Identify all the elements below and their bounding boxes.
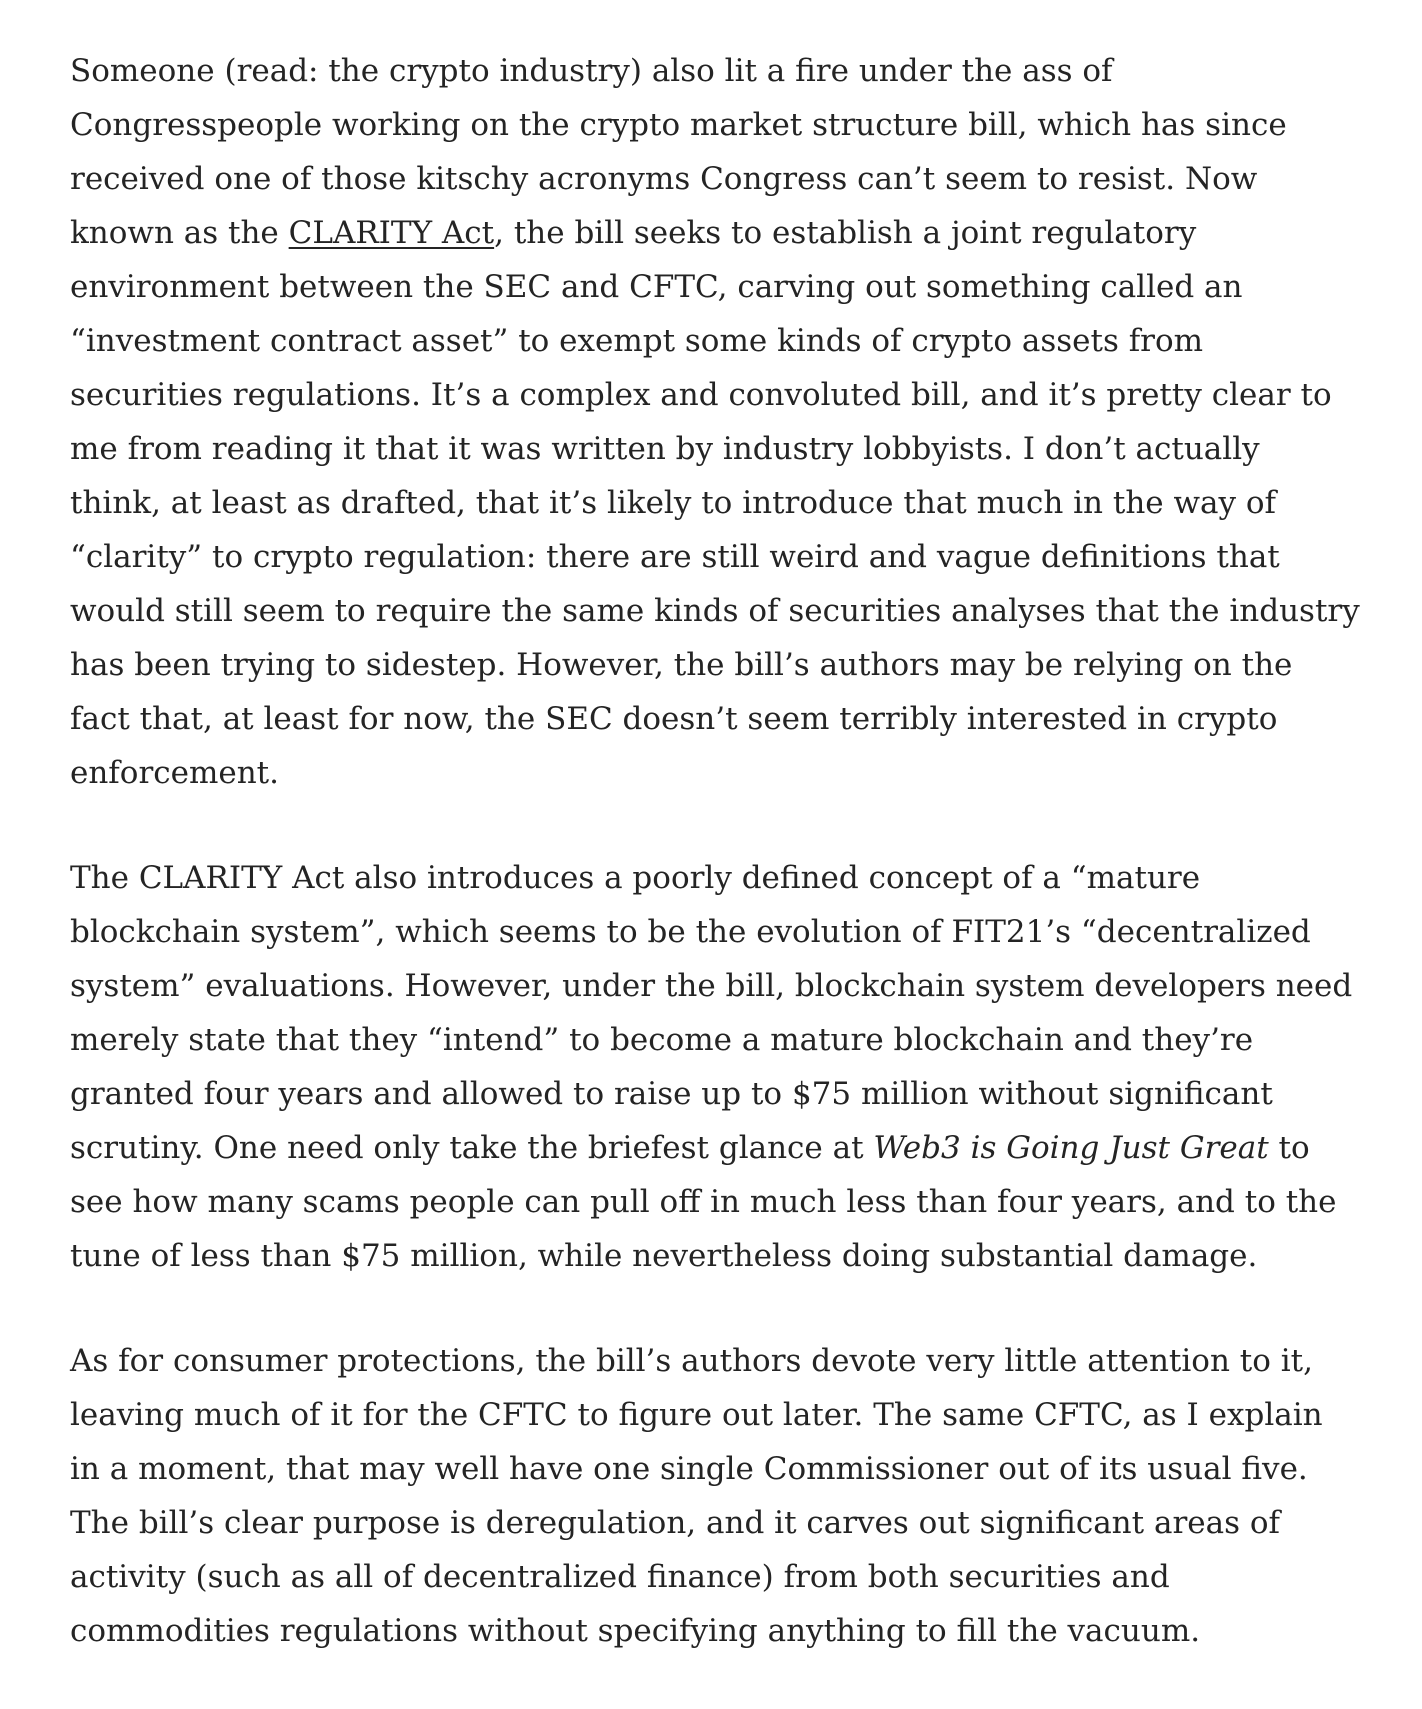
paragraph-mature-blockchain <box>70 851 1360 1283</box>
paragraph-text: , the bill seeks to establish a joint regulatory environment between the SEC and CFTC, carving out something called an “investment contract asset” to exempt some kinds of crypto assets from securities regulations. It’s a complex and convoluted bill, and it’s pretty clear to me from reading it that it was written by industry lobbyists. I don’t actually think, at least as drafted, that it’s likely to introduce that much in the way of “clarity” to crypto regulation: there are still weird and vague definitions that would still seem to require the same kinds of securities analyses that the industry has been trying to sidestep. However, the bill’s authors may be relying on the fact that, at least for now, the SEC doesn’t seem terribly interested in crypto enforcement. <box>70 215 1360 791</box>
paragraph-text: Someone (read: the crypto industry) also lit a fire under the ass of Congresspeople working on the crypto market structure bill, which has since received one of those kitschy acronyms Congress can’t seem to resist. Now known as the <box>70 53 1287 251</box>
paragraph-text: The CLARITY Act also introduces a poorly defined concept of a “mature blockchain system”, which seems to be the evolution of FIT21’s “decentralized system” evaluations. However, under the bill, blockchain system developers need merely state that they “intend” to become a mature blockchain and they’re granted four years and allowed to raise up to $75 million without significant scrutiny. One need only take the briefest glance at <box>70 860 1353 1166</box>
paragraph-text: to see how many scams people can pull off in much less than four years, and to the tune of less than $75 million, while nevertheless doing substantial damage. <box>70 1130 1337 1274</box>
clarity-act-link[interactable]: CLARITY Act <box>288 215 495 251</box>
article-body <box>70 44 1360 1709</box>
web3-title-italic: Web3 is Going Just Great <box>873 1130 1269 1166</box>
paragraph-clarity-act <box>70 44 1360 800</box>
paragraph-consumer-protections <box>70 1334 1360 1658</box>
paragraph-text: As for consumer protections, the bill’s authors devote very little attention to it, leaving much of it for the CFTC to figure out later. The same CFTC, as I explain in a moment, that may well have one single Commissioner out of its usual five. The bill’s clear purpose is deregulation, and it carves out significant areas of activity (such as all of decentralized finance) from both securities and commodities regulations without specifying anything to fill the vacuum. <box>70 1343 1323 1649</box>
